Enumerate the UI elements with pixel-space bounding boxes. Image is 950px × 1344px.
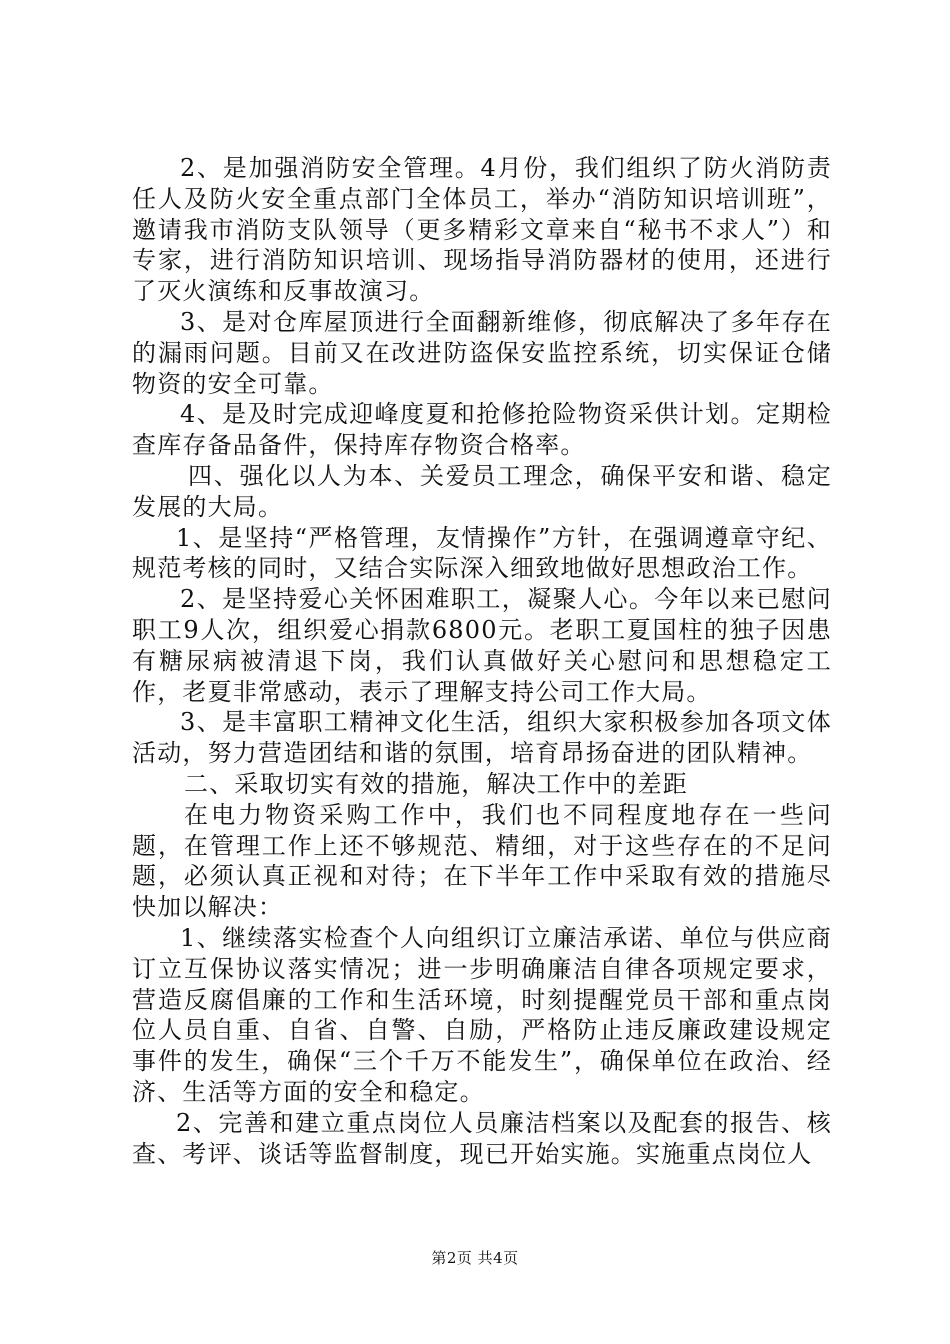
paragraph-warehouse-roof: 3、是对仓库屋顶进行全面翻新维修，彻底解决了多年存在的漏雨问题。目前又在改进防盗保安监控系统，切实保证仓储物资的安全可靠。 — [132, 307, 832, 398]
paragraph-cultural-life: 3、是丰富职工精神文化生活，组织大家积极参加各项文体活动，努力营造团结和谐的氛围，培育昂扬奋进的团队精神。 — [132, 708, 832, 768]
section-heading-two: 二、采取切实有效的措施，解决工作中的差距 — [184, 769, 688, 798]
paragraph-integrity-files: 2、完善和建立重点岗位人员廉洁档案以及配套的报告、核查、考评、谈话等监督制度，现已开始实施。实施重点岗位人 — [132, 1108, 832, 1168]
document-body — [132, 153, 832, 1169]
paragraph-fire-safety: 2、是加强消防安全管理。4月份，我们组织了防火消防责任人及防火安全重点部门全体员工，举办“消防知识培训班”，邀请我市消防支队领导（更多精彩文章来自“秘书不求人”）和专家，进行消防知识培训、现场指导消防器材的使用，还进行了灭火演练和反事故演习。 — [132, 154, 832, 306]
paragraph-summer-supplies: 4、是及时完成迎峰度夏和抢修抢险物资采供计划。定期检查库存备品备件，保持库存物资合格率。 — [132, 400, 832, 460]
section-heading-four: 四、强化以人为本、关爱员工理念，确保平安和谐、稳定发展的大局。 — [132, 461, 832, 521]
page-footer: 第2页 共4页 — [431, 1249, 519, 1267]
paragraph-integrity-commitment: 1、继续落实检查个人向组织订立廉洁承诺、单位与供应商订立互保协议落实情况；进一步明确廉洁自律各项规定要求，营造反腐倡廉的工作和生活环境，时刻提醒党员干部和重点岗位人员自重、自省、自警、自励，严格防止违反廉政建设规定事件的发生，确保“三个千万不能发生”，确保单位在政治、经济、生活等方面的安全和稳定。 — [132, 923, 832, 1106]
paragraph-strict-management: 1、是坚持“严格管理，友情操作”方针，在强调遵章守纪、规范考核的同时，又结合实际深入细致地做好思想政治工作。 — [132, 523, 832, 583]
paragraph-procurement-issues: 在电力物资采购工作中，我们也不同程度地存在一些问题，在管理工作上还不够规范、精细，对于这些存在的不足问题，必须认真正视和对待；在下半年工作中采取有效的措施尽快加以解决： — [132, 800, 832, 922]
paragraph-care-workers: 2、是坚持爱心关怀困难职工，凝聚人心。今年以来已慰问职工9人次，组织爱心捐款6800元。老职工夏国柱的独子因患有糖尿病被清退下岗，我们认真做好关心慰问和思想稳定工作，老夏非常感动，表示了理解支持公司工作大局。 — [132, 585, 832, 706]
